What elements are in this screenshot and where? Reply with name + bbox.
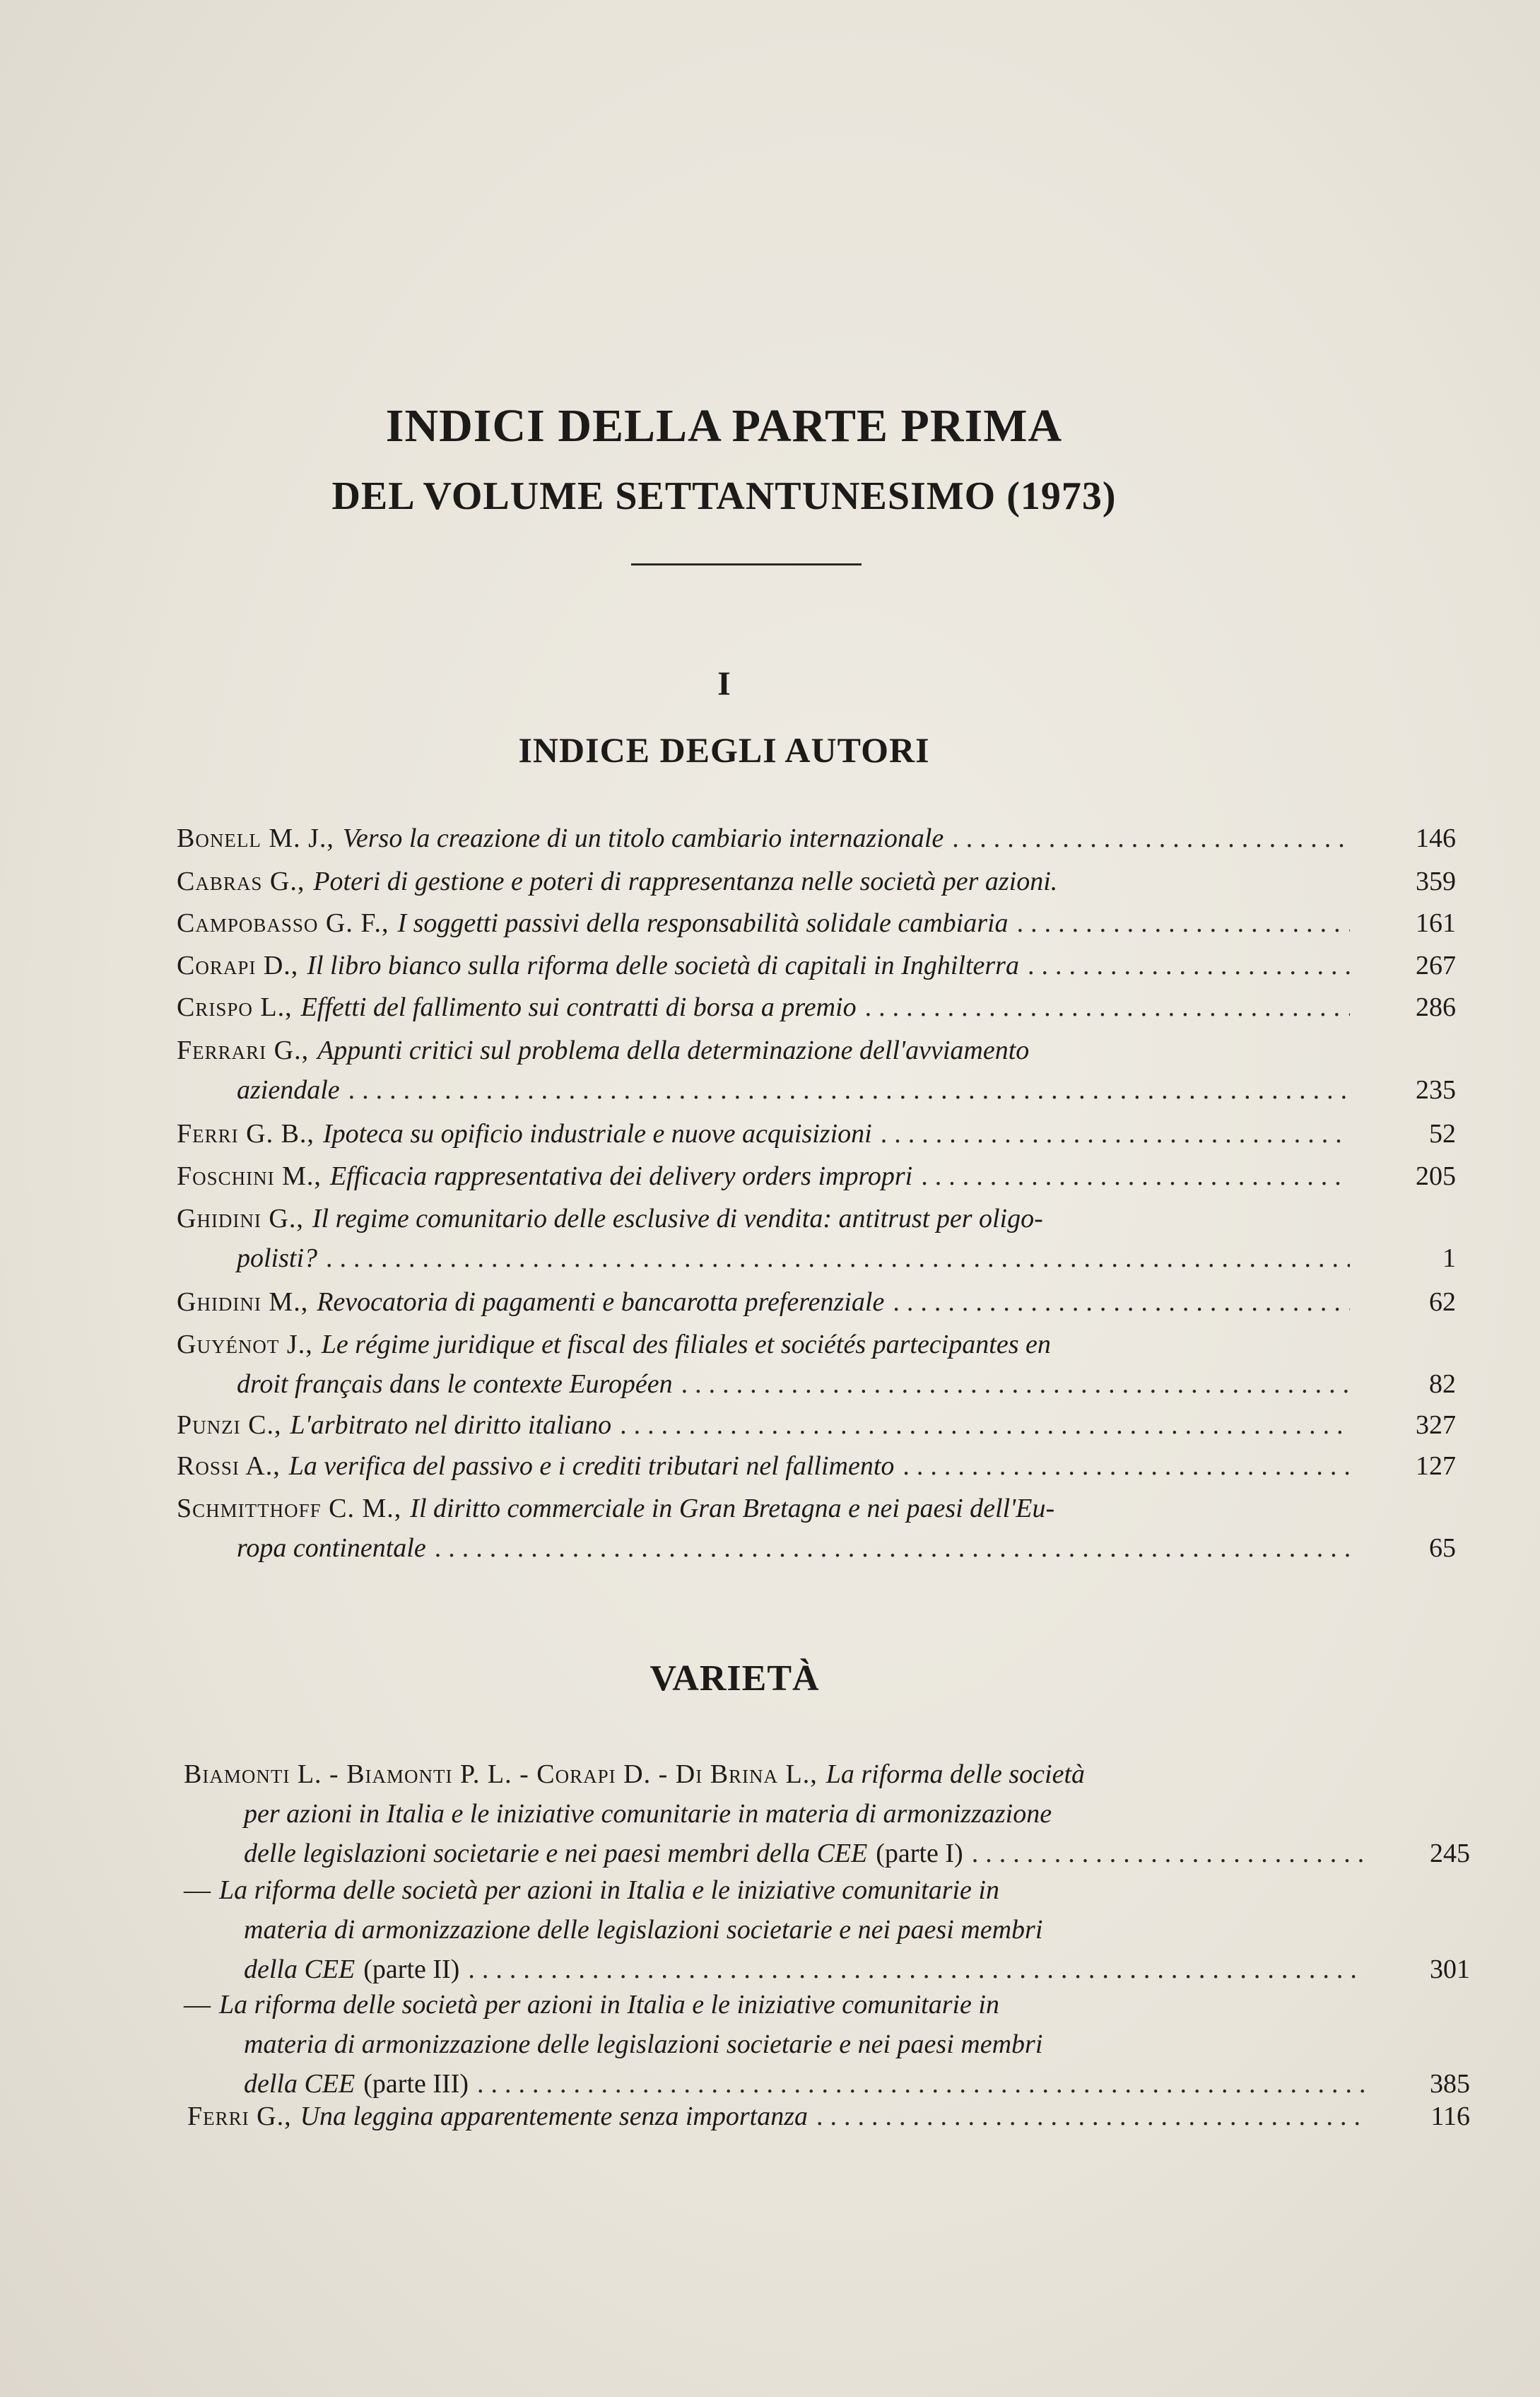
- entry-line: [184, 1870, 1371, 1910]
- entry-part: (parte II): [363, 1954, 460, 1984]
- entry-title: Efficacia rappresentativa dei delivery orders impropri: [329, 1161, 913, 1191]
- entry-line: [184, 2024, 1371, 2064]
- entry-line: [184, 1834, 1470, 1873]
- leader-dots: [435, 1528, 1350, 1568]
- entry-author: Guyénot J.,: [177, 1330, 313, 1359]
- entry-dash: —: [184, 1990, 211, 2020]
- author-entry-cabras: [177, 862, 1456, 901]
- title-divider: [631, 563, 862, 565]
- entry-line: [177, 1031, 1357, 1070]
- entry-author: Corapi D.,: [177, 951, 299, 980]
- varieta-entry-parte-2: [184, 1870, 1470, 1989]
- entry-line: [177, 1114, 1456, 1154]
- entry-title: Una leggina apparentemente senza importanza: [300, 2102, 808, 2131]
- author-entry-foschini: [177, 1156, 1456, 1196]
- entry-author: Bonell M. J.,: [177, 824, 334, 853]
- entry-title: La riforma delle società per azioni in Italia e le iniziative comunitarie in: [219, 1875, 999, 1905]
- leader-dots: [1028, 946, 1350, 985]
- leader-dots: [348, 1070, 1350, 1110]
- author-entry-crispo: [177, 987, 1456, 1027]
- entry-title: La verifica del passivo e i crediti tributari nel fallimento: [288, 1451, 895, 1481]
- entry-title-cont: materia di armonizzazione delle legislazioni societarie e nei paesi membri: [244, 1915, 1043, 1945]
- entry-page: 65: [1429, 1533, 1456, 1563]
- leader-dots: [881, 1114, 1350, 1154]
- entry-title: Ipoteca su opificio industriale e nuove acquisizioni: [322, 1119, 872, 1149]
- leader-dots: [972, 1834, 1364, 1873]
- entry-line: [177, 946, 1456, 985]
- leader-dots: [903, 1446, 1350, 1486]
- entry-line: [184, 1985, 1371, 2024]
- entry-title-cont: per azioni in Italia e le iniziative comunitarie in materia di armonizzazione: [244, 1799, 1052, 1829]
- entry-line: [177, 1238, 1456, 1278]
- entry-author: Campobasso G. F.,: [177, 908, 389, 938]
- entry-author: Rossi A.,: [177, 1451, 281, 1481]
- entry-line: [177, 1528, 1456, 1568]
- author-entry-ferrari: [177, 1031, 1456, 1110]
- entry-page: 1: [1442, 1243, 1456, 1273]
- varieta-entry-biamonti: [184, 1754, 1470, 1873]
- entry-page: 359: [1416, 867, 1456, 896]
- entry-title: Il diritto commerciale in Gran Bretagna e nei paesi dell'Eu-: [410, 1494, 1055, 1523]
- entry-author: Punzi C.,: [177, 1410, 282, 1440]
- entry-title: La riforma delle società per azioni in Italia e le iniziative comunitarie in: [219, 1990, 999, 2020]
- entry-title-cont: droit français dans le contexte Européen: [237, 1369, 673, 1399]
- leader-dots: [1017, 903, 1350, 943]
- entry-line: [177, 1070, 1456, 1110]
- leader-dots: [893, 1282, 1350, 1322]
- entry-title-cont: polisti?: [237, 1243, 318, 1273]
- entry-line: [177, 1446, 1456, 1486]
- entry-title: Effetti del fallimento sui contratti di borsa a premio: [300, 992, 857, 1022]
- leader-dots: [620, 1405, 1350, 1445]
- entry-line: [177, 862, 1456, 901]
- entry-line: [184, 1910, 1371, 1950]
- author-entry-rossi: [177, 1446, 1456, 1486]
- leader-dots: [326, 1238, 1350, 1278]
- entry-title-cont: ropa continentale: [237, 1533, 426, 1563]
- entry-title-cont: materia di armonizzazione delle legislazioni societarie e nei paesi membri: [244, 2029, 1043, 2059]
- entry-page: 161: [1416, 908, 1456, 938]
- entry-line: [184, 1794, 1371, 1834]
- entry-line: [184, 1754, 1371, 1794]
- varieta-entry-parte-3: [184, 1985, 1470, 2104]
- leader-dots: [952, 819, 1350, 858]
- leader-dots: [921, 1156, 1350, 1196]
- entry-author: Ghidini G.,: [177, 1204, 304, 1233]
- entry-dash: —: [184, 1875, 211, 1905]
- entry-title-cont: delle legislazioni societarie e nei paesi membri della CEE: [244, 1839, 868, 1868]
- entry-title: Verso la creazione di un titolo cambiario internazionale: [342, 824, 944, 853]
- entry-title: I soggetti passivi della responsabilità solidale cambiaria: [397, 908, 1009, 938]
- entry-page: 82: [1429, 1369, 1456, 1399]
- entry-author: Schmitthoff C. M.,: [177, 1494, 402, 1523]
- entry-line: [177, 819, 1456, 858]
- entry-title: Appunti critici sul problema della determinazione dell'avviamento: [317, 1036, 1030, 1065]
- entry-author: Crispo L.,: [177, 992, 293, 1022]
- entry-author: Cabras G.,: [177, 867, 305, 896]
- entry-author: Biamonti L. - Biamonti P. L. - Corapi D. - Di Brina L.,: [184, 1759, 818, 1789]
- entry-author: Ghidini M.,: [177, 1287, 309, 1317]
- entry-line: [177, 1489, 1357, 1528]
- entry-title: Il regime comunitario delle esclusive di vendita: antitrust per oligo-: [312, 1204, 1043, 1233]
- entry-title: La riforma delle società: [825, 1759, 1086, 1789]
- author-entry-ghidini-g: [177, 1199, 1456, 1278]
- entry-title-cont: della CEE: [244, 2069, 355, 2099]
- entry-title: Revocatoria di pagamenti e bancarotta preferenziale: [317, 1287, 885, 1317]
- page-title: INDICI DELLA PARTE PRIMA: [385, 400, 1063, 452]
- entry-line: [184, 1950, 1470, 1989]
- entry-author: Ferri G. B.,: [177, 1119, 315, 1149]
- entry-author: Ferri G.,: [187, 2102, 292, 2131]
- section-number: I: [717, 665, 731, 703]
- entry-line: [177, 1199, 1357, 1238]
- entry-page: 62: [1429, 1287, 1456, 1317]
- entry-page: 127: [1416, 1451, 1456, 1481]
- author-entry-ferri: [177, 1114, 1456, 1154]
- varieta-title: VARIETÀ: [649, 1658, 820, 1699]
- entry-page: 116: [1430, 2102, 1470, 2131]
- leader-dots: [681, 1364, 1350, 1404]
- entry-line: [177, 1325, 1357, 1364]
- entry-page: 301: [1430, 1954, 1470, 1984]
- entry-title: Il libro bianco sulla riforma delle società di capitali in Inghilterra: [307, 951, 1019, 980]
- author-entry-punzi: [177, 1405, 1456, 1445]
- entry-title: Poteri di gestione e poteri di rappresentanza nelle società per azioni.: [313, 867, 1058, 896]
- entry-author: Foschini M.,: [177, 1161, 322, 1191]
- entry-title: L'arbitrato nel diritto italiano: [290, 1410, 612, 1440]
- leader-dots: [816, 2097, 1364, 2136]
- entry-title-cont: aziendale: [237, 1075, 340, 1105]
- entry-line: [177, 1405, 1456, 1445]
- entry-line: [177, 1156, 1456, 1196]
- varieta-entry-ferri: [187, 2097, 1470, 2136]
- entry-page: 52: [1429, 1119, 1456, 1149]
- entry-title-cont: della CEE: [244, 1954, 355, 1984]
- entry-line: [177, 987, 1456, 1027]
- entry-title: Le régime juridique et fiscal des filiales et sociétés partecipantes en: [321, 1330, 1051, 1359]
- author-entry-schmitthoff: [177, 1489, 1456, 1568]
- leader-dots: [865, 987, 1350, 1027]
- entry-line: [177, 1282, 1456, 1322]
- entry-author: Ferrari G.,: [177, 1036, 310, 1065]
- entry-page: 327: [1416, 1410, 1456, 1440]
- author-entry-bonell: [177, 819, 1456, 858]
- entry-page: 286: [1416, 992, 1456, 1022]
- page-subtitle: DEL VOLUME SETTANTUNESIMO (1973): [331, 474, 1117, 518]
- entry-line: [187, 2097, 1470, 2136]
- author-entry-campobasso: [177, 903, 1456, 943]
- entry-line: [177, 903, 1456, 943]
- section-title: INDICE DEGLI AUTORI: [518, 730, 930, 770]
- author-entry-corapi: [177, 946, 1456, 985]
- entry-page: 267: [1416, 951, 1456, 980]
- entry-page: 385: [1430, 2069, 1470, 2099]
- entry-page: 245: [1430, 1839, 1470, 1868]
- author-entry-guyenot: [177, 1325, 1456, 1404]
- leader-dots: [468, 1950, 1364, 1989]
- entry-page: 205: [1416, 1161, 1456, 1191]
- entry-page: 146: [1416, 824, 1456, 853]
- entry-page: 235: [1416, 1075, 1456, 1105]
- entry-part: (parte I): [876, 1839, 963, 1868]
- author-entry-ghidini-m: [177, 1282, 1456, 1322]
- entry-part: (parte III): [363, 2069, 469, 2099]
- entry-line: [177, 1364, 1456, 1404]
